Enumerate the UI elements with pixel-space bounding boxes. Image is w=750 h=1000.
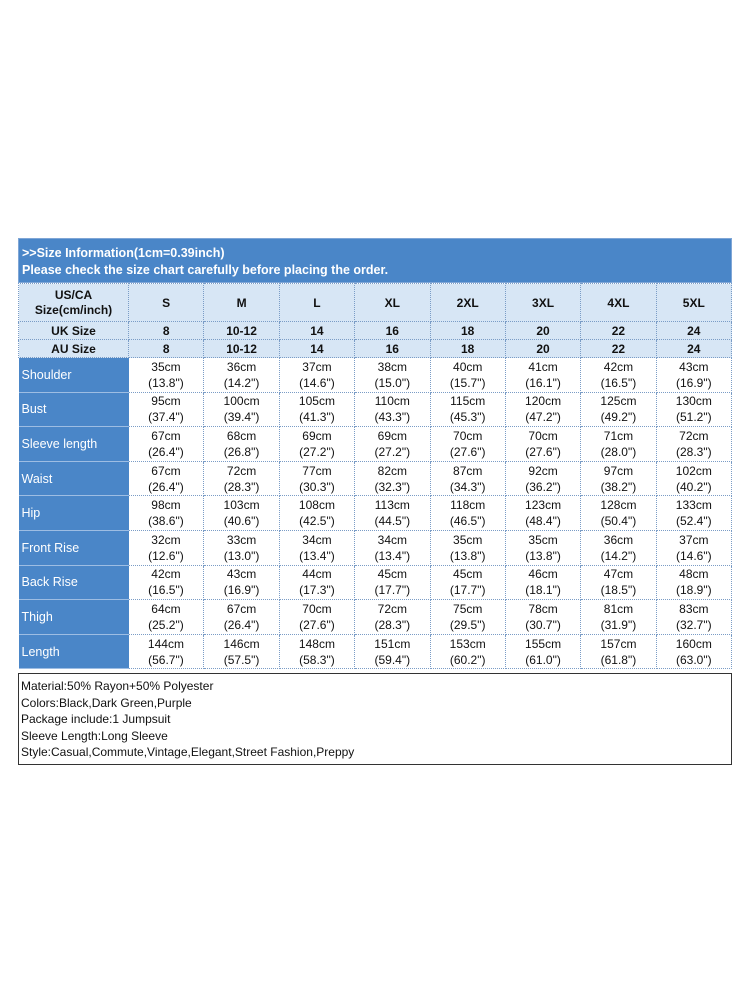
uk-size-cell: 8: [129, 322, 204, 340]
measurement-cell: [430, 600, 505, 635]
uk-size-cell: 14: [279, 322, 354, 340]
measurement-row: [19, 461, 732, 496]
measurement-cell: [204, 496, 279, 531]
measurement-cell: [204, 461, 279, 496]
cm-value: 36cm: [603, 532, 634, 547]
measurement-cell: [430, 530, 505, 565]
size-header-row: [19, 284, 732, 322]
measurement-cell: [581, 565, 656, 600]
size-table: [18, 283, 732, 669]
measurement-cell: [581, 530, 656, 565]
inch-value: (43.3"): [374, 410, 411, 425]
cm-value: 115cm: [450, 394, 486, 409]
measurement-cell: [129, 565, 204, 600]
measurement-cell: [355, 461, 430, 496]
au-size-cell: 10-12: [204, 340, 279, 358]
inch-value: (59.4"): [374, 652, 411, 667]
inch-value: (27.6"): [449, 444, 486, 459]
inch-value: (30.7"): [525, 617, 561, 632]
measurement-cell: [204, 600, 279, 635]
measurement-cell: [430, 427, 505, 462]
measurement-cell: [129, 496, 204, 531]
size-chart: [18, 238, 732, 765]
cm-value: 35cm: [453, 532, 483, 547]
cm-value: 130cm: [675, 394, 712, 409]
inch-value: (32.3"): [374, 479, 411, 494]
inch-value: (27.2"): [374, 444, 411, 459]
inch-value: (26.4"): [223, 617, 260, 632]
inch-value: (61.0"): [525, 652, 561, 667]
au-size-cell: 16: [355, 340, 430, 358]
inch-value: (25.2"): [148, 617, 184, 632]
inch-value: (51.2"): [676, 410, 712, 425]
cm-value: 47cm: [603, 567, 634, 582]
cm-value: 67cm: [151, 428, 181, 443]
measurement-cell: [581, 358, 656, 393]
au-size-cell: 22: [581, 340, 656, 358]
inch-value: (29.5"): [449, 617, 486, 632]
measurement-row: [19, 530, 732, 565]
measurement-cell: [656, 392, 731, 427]
inch-value: (14.6"): [676, 548, 712, 563]
au-size-label: AU Size: [19, 340, 129, 358]
uk-size-cell: 10-12: [204, 322, 279, 340]
inch-value: (13.4"): [374, 548, 411, 563]
inch-value: (18.9"): [676, 583, 712, 598]
inch-value: (48.4"): [525, 514, 561, 529]
measurement-cell: [505, 427, 580, 462]
cm-value: 78cm: [528, 601, 558, 616]
inch-value: (18.1"): [525, 583, 561, 598]
cm-value: 69cm: [302, 428, 332, 443]
measurement-cell: [129, 530, 204, 565]
inch-value: (16.9"): [223, 583, 260, 598]
au-size-cell: 24: [656, 340, 731, 358]
cm-value: 41cm: [528, 359, 558, 374]
inch-value: (26.4"): [148, 444, 184, 459]
cm-value: 160cm: [675, 636, 712, 651]
measurement-row: [19, 496, 732, 531]
cm-value: 35cm: [151, 359, 181, 374]
cm-value: 153cm: [449, 636, 486, 651]
inch-value: (26.4"): [148, 479, 184, 494]
measurement-cell: [355, 600, 430, 635]
cm-value: 97cm: [603, 463, 634, 478]
cm-value: 44cm: [302, 567, 332, 582]
inch-value: (16.5"): [600, 375, 637, 390]
measurement-row: [19, 427, 732, 462]
cm-value: 144cm: [147, 636, 184, 651]
measurement-row: [19, 358, 732, 393]
cm-value: 105cm: [298, 394, 335, 409]
cm-value: 70cm: [453, 428, 483, 443]
inch-value: (38.6"): [148, 514, 184, 529]
measurement-cell: [505, 496, 580, 531]
measurement-cell: [581, 600, 656, 635]
inch-value: (17.3"): [299, 583, 335, 598]
measurement-cell: [505, 392, 580, 427]
cm-value: 48cm: [679, 567, 709, 582]
measurement-cell: [204, 427, 279, 462]
au-size-cell: 18: [430, 340, 505, 358]
uk-size-row: [19, 322, 732, 340]
inch-value: (16.9"): [676, 375, 712, 390]
cm-value: 103cm: [223, 498, 260, 513]
measurement-cell: [129, 392, 204, 427]
inch-value: (36.2"): [525, 479, 561, 494]
inch-value: (31.9"): [600, 617, 637, 632]
cm-value: 87cm: [453, 463, 483, 478]
measurement-label: Sleeve length: [19, 427, 129, 462]
cm-value: 45cm: [453, 567, 483, 582]
measurement-cell: [656, 427, 731, 462]
measurement-cell: [505, 565, 580, 600]
cm-value: 83cm: [679, 601, 709, 616]
cm-value: 77cm: [302, 463, 332, 478]
cm-value: 43cm: [679, 359, 709, 374]
inch-value: (16.1"): [525, 375, 561, 390]
cm-value: 42cm: [603, 359, 634, 374]
inch-value: (40.6"): [223, 514, 260, 529]
inch-value: (34.3"): [449, 479, 486, 494]
measurement-cell: [656, 496, 731, 531]
cm-value: 110cm: [374, 394, 410, 409]
cm-value: 69cm: [377, 428, 407, 443]
measurement-cell: [430, 565, 505, 600]
size-cell: 3XL: [505, 284, 580, 322]
inch-value: (46.5"): [449, 514, 486, 529]
cm-value: 133cm: [675, 498, 712, 513]
measurement-cell: [355, 634, 430, 669]
cm-value: 43cm: [226, 567, 257, 582]
cm-value: 98cm: [151, 498, 181, 513]
measurement-label: Front Rise: [19, 530, 129, 565]
au-size-cell: 8: [129, 340, 204, 358]
inch-value: (61.8"): [600, 652, 637, 667]
inch-value: (56.7"): [148, 652, 184, 667]
colors-info: Colors:Black,Dark Green,Purple: [21, 695, 192, 710]
cm-value: 32cm: [151, 532, 181, 547]
banner-notice: Please check the size chart carefully before placing the order.: [22, 263, 389, 277]
cm-value: 42cm: [151, 567, 181, 582]
measurement-cell: [279, 358, 354, 393]
measurement-cell: [355, 496, 430, 531]
measurement-cell: [581, 427, 656, 462]
cm-value: 100cm: [223, 394, 260, 409]
cm-value: 37cm: [679, 532, 709, 547]
measurement-cell: [581, 634, 656, 669]
measurement-cell: [505, 358, 580, 393]
cm-value: 148cm: [298, 636, 335, 651]
measurement-cell: [279, 392, 354, 427]
measurement-cell: [656, 634, 731, 669]
measurement-cell: [430, 634, 505, 669]
product-info-box: [18, 673, 732, 765]
measurement-label: Bust: [19, 392, 129, 427]
cm-value: 38cm: [377, 359, 407, 374]
cm-value: 34cm: [302, 532, 332, 547]
inch-value: (45.3"): [449, 410, 486, 425]
cm-value: 72cm: [679, 428, 709, 443]
cm-value: 36cm: [226, 359, 257, 374]
inch-value: (27.6"): [299, 617, 335, 632]
inch-value: (28.3"): [676, 444, 712, 459]
measurement-cell: [129, 461, 204, 496]
cm-value: 151cm: [374, 636, 411, 651]
inch-value: (28.3"): [223, 479, 260, 494]
cm-value: 72cm: [377, 601, 407, 616]
cm-value: 71cm: [603, 428, 634, 443]
measurement-cell: [430, 496, 505, 531]
measurement-cell: [505, 634, 580, 669]
cm-value: 64cm: [151, 601, 181, 616]
measurement-cell: [581, 461, 656, 496]
inch-value: (39.4"): [223, 410, 260, 425]
measurement-cell: [581, 392, 656, 427]
cm-value: 70cm: [302, 601, 332, 616]
cm-value: 128cm: [600, 498, 637, 513]
uk-size-cell: 20: [505, 322, 580, 340]
inch-value: (52.4"): [676, 514, 712, 529]
uk-size-cell: 18: [430, 322, 505, 340]
size-cell: 2XL: [430, 284, 505, 322]
measurement-cell: [279, 634, 354, 669]
cm-value: 157cm: [600, 636, 637, 651]
inch-value: (42.5"): [299, 514, 335, 529]
measurement-cell: [204, 358, 279, 393]
cm-value: 118cm: [450, 498, 486, 513]
measurement-row: [19, 565, 732, 600]
inch-value: (13.8"): [449, 548, 486, 563]
measurement-cell: [505, 530, 580, 565]
measurement-label: Hip: [19, 496, 129, 531]
measurement-cell: [430, 461, 505, 496]
measurement-cell: [355, 565, 430, 600]
cm-value: 102cm: [675, 463, 712, 478]
cm-value: 45cm: [377, 567, 407, 582]
inch-value: (40.2"): [676, 479, 712, 494]
cm-value: 37cm: [302, 359, 332, 374]
inch-value: (14.2"): [223, 375, 260, 390]
inch-value: (13.0"): [223, 548, 260, 563]
measurement-cell: [129, 634, 204, 669]
inch-value: (12.6"): [148, 548, 184, 563]
material-info: Material:50% Rayon+50% Polyester: [21, 679, 214, 694]
uk-size-label: UK Size: [19, 322, 129, 340]
uk-size-cell: 16: [355, 322, 430, 340]
measurement-cell: [656, 461, 731, 496]
au-size-row: [19, 340, 732, 358]
au-size-cell: 14: [279, 340, 354, 358]
cm-value: 81cm: [603, 601, 634, 616]
measurement-cell: [204, 530, 279, 565]
measurement-cell: [204, 634, 279, 669]
inch-value: (28.3"): [374, 617, 411, 632]
size-cell: 5XL: [656, 284, 731, 322]
au-size-cell: 20: [505, 340, 580, 358]
cm-value: 146cm: [223, 636, 260, 651]
measurement-cell: [430, 358, 505, 393]
measurement-cell: [279, 427, 354, 462]
measurement-cell: [656, 600, 731, 635]
size-cell: 4XL: [581, 284, 656, 322]
inch-value: (16.5"): [148, 583, 184, 598]
inch-value: (60.2"): [449, 652, 486, 667]
inch-value: (13.8"): [525, 548, 561, 563]
measurement-cell: [129, 358, 204, 393]
measurement-cell: [279, 496, 354, 531]
inch-value: (58.3"): [299, 652, 335, 667]
inch-value: (26.8"): [223, 444, 260, 459]
measurement-cell: [129, 427, 204, 462]
cm-value: 108cm: [298, 498, 335, 513]
measurement-label: Waist: [19, 461, 129, 496]
measurement-label: Shoulder: [19, 358, 129, 393]
inch-value: (15.0"): [374, 375, 411, 390]
measurement-cell: [129, 600, 204, 635]
size-cell: XL: [355, 284, 430, 322]
cm-value: 82cm: [377, 463, 407, 478]
measurement-row: [19, 634, 732, 669]
inch-value: (38.2"): [600, 479, 637, 494]
cm-value: 155cm: [525, 636, 562, 651]
uk-size-cell: 24: [656, 322, 731, 340]
style-info: Style:Casual,Commute,Vintage,Elegant,Street Fashion,Preppy: [21, 745, 355, 760]
us-ca-size-label: US/CA Size(cm/inch): [19, 284, 129, 322]
cm-value: 72cm: [226, 463, 257, 478]
cm-value: 35cm: [528, 532, 558, 547]
banner-title: >>Size Information(1cm=0.39inch): [22, 246, 225, 260]
measurement-cell: [279, 461, 354, 496]
uk-size-cell: 22: [581, 322, 656, 340]
cm-value: 95cm: [151, 394, 181, 409]
inch-value: (37.4"): [148, 410, 184, 425]
measurement-cell: [656, 565, 731, 600]
inch-value: (41.3"): [299, 410, 335, 425]
measurement-cell: [505, 461, 580, 496]
measurement-cell: [204, 565, 279, 600]
measurement-cell: [505, 600, 580, 635]
size-info-banner: [18, 238, 732, 283]
inch-value: (32.7"): [676, 617, 712, 632]
measurement-cell: [656, 358, 731, 393]
inch-value: (17.7"): [449, 583, 486, 598]
inch-value: (14.6"): [299, 375, 335, 390]
cm-value: 70cm: [528, 428, 558, 443]
measurement-label: Thigh: [19, 600, 129, 635]
inch-value: (27.6"): [525, 444, 561, 459]
inch-value: (17.7"): [374, 583, 411, 598]
cm-value: 125cm: [600, 394, 637, 409]
cm-value: 75cm: [453, 601, 483, 616]
cm-value: 120cm: [525, 394, 562, 409]
inch-value: (28.0"): [600, 444, 637, 459]
measurement-cell: [279, 565, 354, 600]
inch-value: (49.2"): [600, 410, 637, 425]
measurement-cell: [355, 392, 430, 427]
sleeve-info: Sleeve Length:Long Sleeve: [21, 728, 168, 743]
measurement-cell: [204, 392, 279, 427]
measurement-cell: [656, 530, 731, 565]
inch-value: (27.2"): [299, 444, 335, 459]
size-cell: S: [129, 284, 204, 322]
measurement-cell: [355, 427, 430, 462]
inch-value: (13.8"): [148, 375, 184, 390]
inch-value: (63.0"): [676, 652, 712, 667]
inch-value: (14.2"): [600, 548, 637, 563]
measurement-label: Length: [19, 634, 129, 669]
size-cell: M: [204, 284, 279, 322]
measurement-cell: [279, 530, 354, 565]
cm-value: 68cm: [226, 428, 257, 443]
measurement-cell: [355, 530, 430, 565]
cm-value: 92cm: [528, 463, 558, 478]
measurement-cell: [581, 496, 656, 531]
inch-value: (47.2"): [525, 410, 561, 425]
inch-value: (30.3"): [299, 479, 335, 494]
measurement-cell: [279, 600, 354, 635]
cm-value: 123cm: [525, 498, 562, 513]
inch-value: (50.4"): [600, 514, 637, 529]
size-cell: L: [279, 284, 354, 322]
measurement-row: [19, 600, 732, 635]
cm-value: 33cm: [226, 532, 257, 547]
inch-value: (18.5"): [600, 583, 637, 598]
cm-value: 113cm: [374, 498, 410, 513]
cm-value: 67cm: [151, 463, 181, 478]
inch-value: (15.7"): [449, 375, 486, 390]
cm-value: 40cm: [453, 359, 483, 374]
measurement-cell: [430, 392, 505, 427]
cm-value: 34cm: [377, 532, 407, 547]
inch-value: (44.5"): [374, 514, 411, 529]
package-info: Package include:1 Jumpsuit: [21, 712, 171, 727]
measurement-label: Back Rise: [19, 565, 129, 600]
measurement-row: [19, 392, 732, 427]
inch-value: (13.4"): [299, 548, 335, 563]
cm-value: 46cm: [528, 567, 558, 582]
measurement-cell: [355, 358, 430, 393]
cm-value: 67cm: [226, 601, 257, 616]
inch-value: (57.5"): [223, 652, 260, 667]
